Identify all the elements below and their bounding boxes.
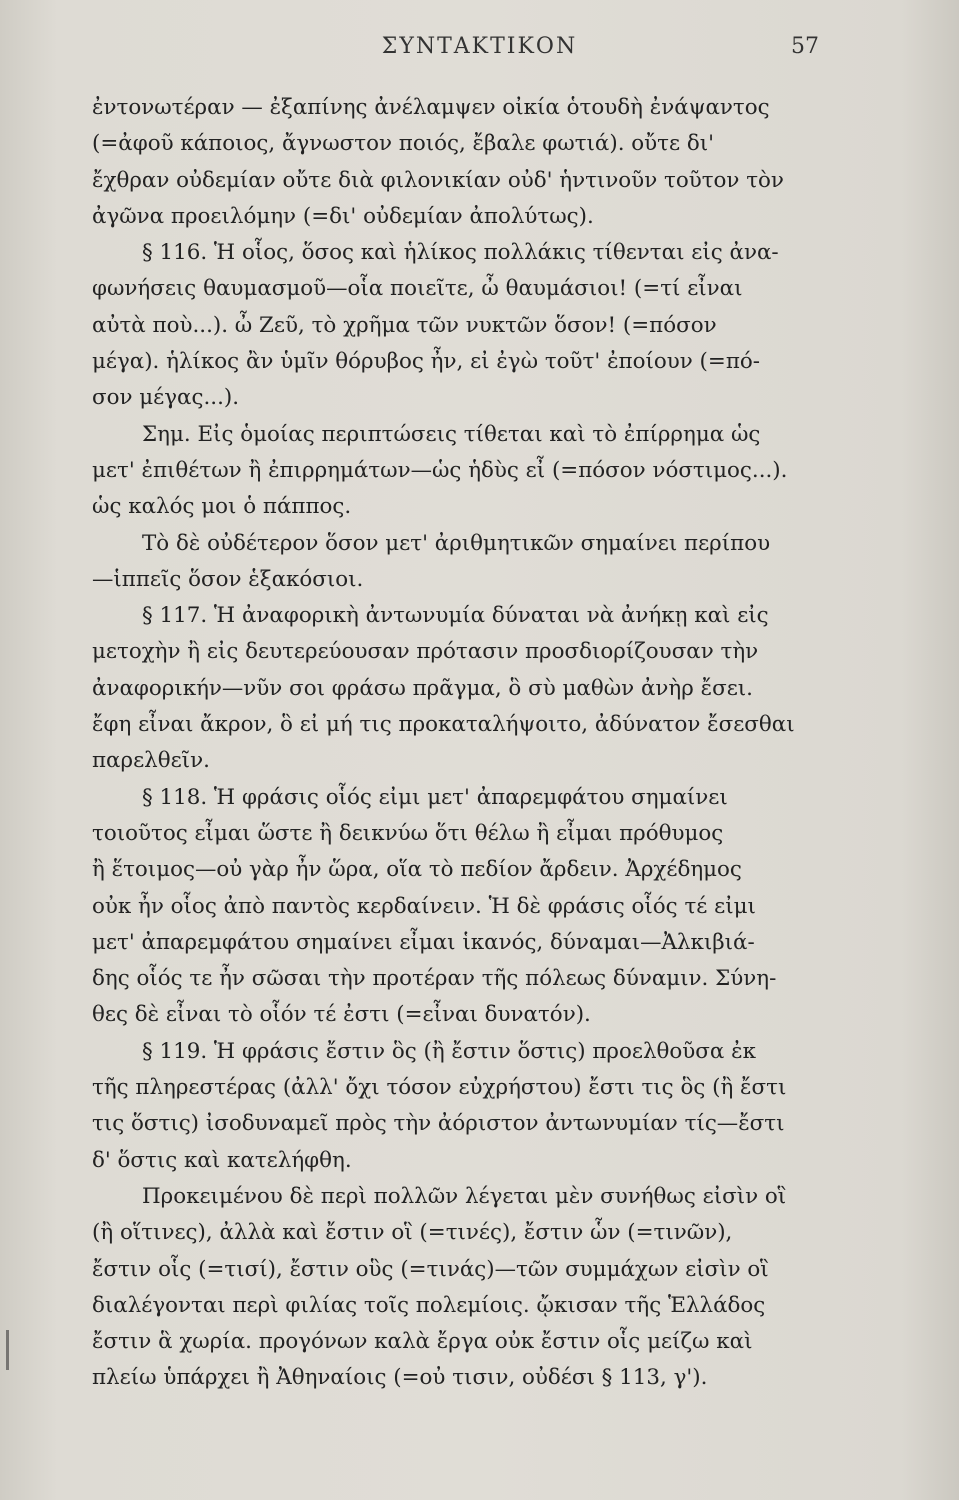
text-line: μετ' ἐπιθέτων ἢ ἐπιρρημάτων—ὡς ἡδὺς εἶ (=πόσον νόστιμος...). (92, 457, 788, 483)
text-line: —ἱππεῖς ὅσον ἑξακόσιοι. (92, 566, 364, 592)
text-line: τῆς πληρεστέρας (ἀλλ' ὄχι τόσον εὐχρήστου) ἔστι τις ὃς (ἢ ἔστι (92, 1075, 787, 1101)
text-line: μέγα). ἡλίκος ἂν ὑμῖν θόρυβος ἦν, εἰ ἐγὼ τοῦτ' ἐποίουν (=πό- (92, 349, 760, 375)
running-title: ΣΥΝΤΑΚΤΙΚΟΝ (381, 34, 578, 59)
text-line: ἔστιν οἷς (=τισί), ἔστιν οὓς (=τινάς)—τῶν συμμάχων εἰσὶν οἳ (92, 1256, 769, 1282)
text-line: μετ' ἀπαρεμφάτου σημαίνει εἶμαι ἱκανός, δύναμαι—Ἀλκιβιά- (92, 929, 755, 955)
text-line: θες δὲ εἶναι τὸ οἷόν τέ ἐστι (=εἶναι δυνατόν). (92, 1002, 591, 1028)
section-118-start: § 118. Ἡ φράσις οἷός εἰμι μετ' ἀπαρεμφάτου σημαίνει (142, 784, 728, 810)
text-line: (=ἀφοῦ κάποιος, ἄγνωστον ποιός, ἔβαλε φωτιά). οὔτε δι' (92, 131, 715, 157)
text-line: αὐτὰ ποὺ...). ὦ Ζεῦ, τὸ χρῆμα τῶν νυκτῶν ὅσον! (=πόσον (92, 312, 717, 338)
text-line: δ' ὅστις καὶ κατελήφθη. (92, 1147, 352, 1173)
text-line: ἀγῶνα προειλόμην (=δι' οὐδεμίαν ἀπολύτως). (92, 203, 594, 229)
section-116-start: § 116. Ἡ οἷος, ὅσος καὶ ἡλίκος πολλάκις τίθενται εἰς ἀνα- (142, 240, 779, 266)
text-line: σον μέγας...). (92, 385, 240, 411)
page-header (0, 34, 959, 74)
text-line: Προκειμένου δὲ περὶ πολλῶν λέγεται μὲν συνήθως εἰσὶν οἳ (142, 1183, 787, 1209)
text-line: ἀναφορικήν—νῦν σοι φράσω πρᾶγμα, ὃ σὺ μαθὼν ἀνὴρ ἔσει. (92, 675, 753, 701)
text-line: τις ὅστις) ἰσοδυναμεῖ πρὸς τὴν ἀόριστον ἀντωνυμίαν τίς—ἔστι (92, 1111, 785, 1137)
text-line: ἔχθραν οὐδεμίαν οὔτε διὰ φιλονικίαν οὐδ' ἡντινοῦν τοῦτον τὸν (92, 167, 784, 193)
text-line: τοιοῦτος εἶμαι ὥστε ἢ δεικνύω ὅτι θέλω ἢ εἶμαι πρόθυμος (92, 820, 724, 846)
text-line: οὐκ ἦν οἷος ἀπὸ παντὸς κερδαίνειν. Ἡ δὲ φράσις οἷός τέ εἰμι (92, 893, 756, 919)
text-line: ἐντονωτέραν — ἐξαπίνης ἀνέλαμψεν οἰκία ὁτουδὴ ἐνάψαντος (92, 95, 770, 120)
text-line: φωνήσεις θαυμασμοῦ—οἷα ποιεῖτε, ὦ θαυμάσιοι! (=τί εἶναι (92, 276, 743, 302)
text-line: (ἢ οἵτινες), ἀλλὰ καὶ ἔστιν οἳ (=τινές), ἔστιν ὧν (=τινῶν), (92, 1220, 733, 1246)
text-line: δης οἷός τε ἦν σῶσαι τὴν προτέραν τῆς πόλεως δύναμιν. Σύνη- (92, 966, 777, 992)
binding-mark (6, 1330, 9, 1370)
section-117-start: § 117. Ἡ ἀναφορικὴ ἀντωνυμία δύναται νὰ ἀνήκῃ καὶ εἰς (142, 603, 769, 629)
text-line: ἢ ἕτοιμος—οὐ γὰρ ἦν ὥρα, οἵα τὸ πεδίον ἄρδειν. Ἀρχέδημος (92, 857, 742, 883)
text-line: παρελθεῖν. (92, 748, 210, 774)
text-line: ὡς καλός μοι ὁ πάππος. (92, 494, 352, 520)
section-119-start: § 119. Ἡ φράσις ἔστιν ὃς (ἢ ἔστιν ὅστις) προελθοῦσα ἐκ (142, 1038, 756, 1064)
text-line: μετοχὴν ἢ εἰς δευτερεύουσαν πρότασιν προσδιορίζουσαν τὴν (92, 639, 759, 665)
text-line: πλείω ὑπάρχει ἢ Ἀθηναίοις (=οὐ τισιν, οὐδέσι § 113, γ'). (92, 1365, 708, 1391)
text-line: ἔφη εἶναι ἄκρον, ὃ εἰ μή τις προκαταλήψοιτο, ἀδύνατον ἔσεσθαι (92, 712, 795, 738)
text-line: Τὸ δὲ οὐδέτερον ὅσον μετ' ἀριθμητικῶν σημαίνει περίπου (142, 530, 771, 556)
text-line: διαλέγονται περὶ φιλίας τοῖς πολεμίοις. ᾤκισαν τῆς Ἑλλάδος (92, 1292, 766, 1318)
note-start: Σημ. Εἰς ὁμοίας περιπτώσεις τίθεται καὶ τὸ ἐπίρρημα ὡς (142, 421, 761, 447)
text-line: ἔστιν ἃ χωρία. προγόνων καλὰ ἔργα οὐκ ἔστιν οἷς μείζω καὶ (92, 1329, 753, 1355)
body-text (92, 90, 822, 1397)
page-number: 57 (791, 34, 819, 59)
